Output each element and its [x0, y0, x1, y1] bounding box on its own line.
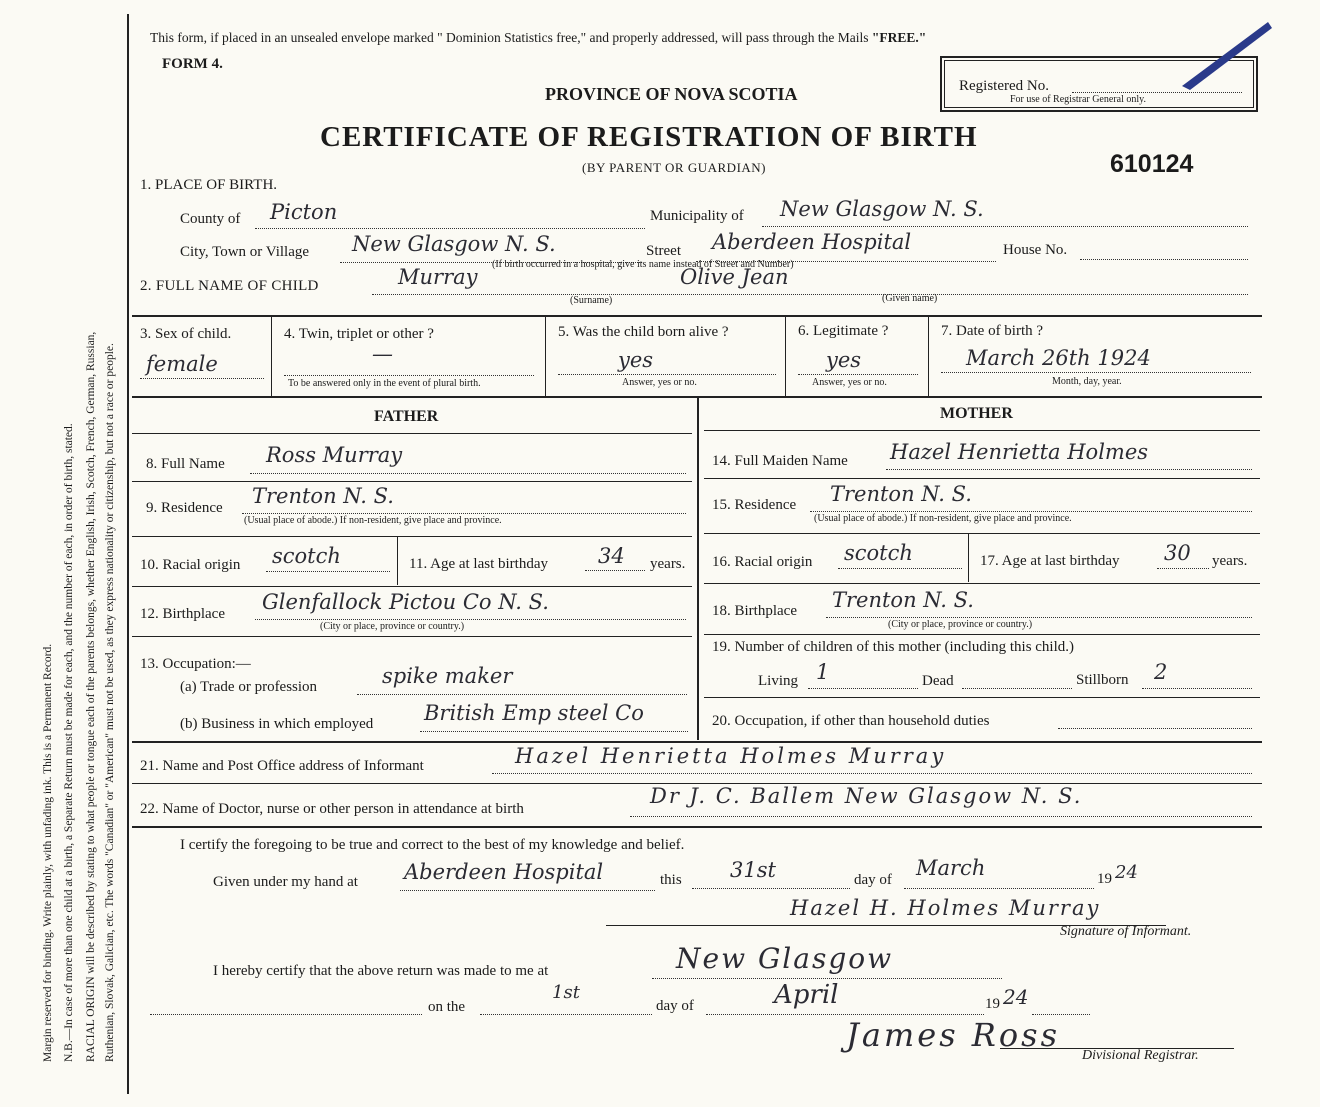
mother-residence-value: Trenton N. S.: [830, 482, 972, 506]
registrar-signature-label: Divisional Registrar.: [1082, 1048, 1199, 1063]
father-birthplace-value: Glenfallock Pictou Co N. S.: [262, 590, 549, 614]
child-surname: Murray: [398, 265, 478, 289]
date-of-birth-note: Month, day, year.: [1052, 376, 1122, 387]
house-number-label: House No.: [1003, 242, 1068, 258]
hospital-note: (If birth occurred in a hospital, give its name instead of Street and Number): [492, 259, 794, 270]
margin-note-binding: Margin reserved for binding. Write plainly, with unfading ink. This is a Permanent Record.: [42, 643, 54, 1062]
father-name-value: Ross Murray: [266, 443, 403, 467]
registrar-statement: I hereby certify that the above return was made to me at: [213, 963, 549, 979]
mail-notice: This form, if placed in an unsealed envelope marked " Dominion Statistics free," and properly addressed, will pass through the Mails "FREE.": [150, 30, 927, 45]
certify-year-prefix: 19: [1097, 871, 1112, 887]
margin-note-racial-origin: RACIAL ORIGIN will be described by stating to what people or tongue each of the parents belongs, whether English, Irish, Scotch, French, German, Russian,: [85, 331, 97, 1062]
this-label: this: [660, 872, 682, 888]
city-label: City, Town or Village: [180, 244, 310, 260]
county-value: Picton: [270, 200, 338, 224]
street-value: Aberdeen Hospital: [712, 230, 912, 254]
sex-value: female: [146, 352, 218, 376]
father-racial-value: scotch: [272, 544, 341, 568]
father-residence-note: (Usual place of abode.) If non-resident, give place and province.: [244, 515, 502, 526]
father-residence-label: 9. Residence: [146, 500, 223, 516]
mother-age-value: 30: [1164, 541, 1191, 565]
mother-birthplace-value: Trenton N. S.: [832, 588, 974, 612]
living-value: 1: [816, 660, 830, 684]
given-under-label: Given under my hand at: [213, 874, 358, 890]
trade-value: spike maker: [382, 664, 513, 688]
mother-residence-label: 15. Residence: [712, 497, 797, 513]
stillborn-label: Stillborn: [1076, 672, 1129, 688]
mother-residence-note: (Usual place of abode.) If non-resident, give place and province.: [814, 513, 1072, 524]
registrar-signature: James Ross: [846, 1016, 1060, 1054]
registrar-day-of-label: day of: [656, 998, 694, 1014]
business-value: British Emp steel Co: [424, 701, 644, 725]
twin-note: To be answered only in the event of plural birth.: [288, 378, 481, 389]
father-age-label: 11. Age at last birthday: [409, 556, 548, 572]
father-birthplace-label: 12. Birthplace: [140, 606, 225, 622]
place-of-birth-label: 1. PLACE OF BIRTH.: [140, 177, 278, 193]
certify-day-of-label: day of: [854, 872, 892, 888]
surname-note: (Surname): [570, 295, 613, 306]
mother-racial-value: scotch: [844, 541, 913, 565]
child-given-name: Olive Jean: [680, 265, 789, 289]
certificate-number: 610124: [1110, 150, 1194, 178]
margin-note-multiple-births: N.B.—In case of more than one child at a birth, a Separate Return must be made for each, and the number of each, in order of birth, stated.: [63, 423, 75, 1062]
province-heading: PROVINCE OF NOVA SCOTIA: [545, 84, 798, 104]
registered-number-note: For use of Registrar General only.: [1010, 94, 1146, 105]
twin-label: 4. Twin, triplet or other ?: [284, 326, 434, 342]
county-label: County of: [180, 211, 241, 227]
registrar-on-label: on the: [428, 999, 466, 1015]
father-residence-value: Trenton N. S.: [252, 484, 394, 508]
occupation-label: 13. Occupation:—: [140, 656, 251, 672]
registrar-month-value: April: [774, 980, 839, 1010]
doctor-value: Dr J. C. Ballem New Glasgow N. S.: [650, 784, 1083, 808]
father-racial-label: 10. Racial origin: [140, 557, 241, 573]
father-age-value: 34: [598, 544, 625, 568]
doctor-label: 22. Name of Doctor, nurse or other person in attendance at birth: [140, 801, 524, 817]
legitimate-note: Answer, yes or no.: [812, 377, 887, 388]
informant-signature-label: Signature of Informant.: [1060, 924, 1192, 939]
legitimate-label: 6. Legitimate ?: [798, 323, 889, 339]
mother-birthplace-label: 18. Birthplace: [712, 603, 797, 619]
stillborn-value: 2: [1154, 660, 1168, 684]
certify-day-value: 31st: [730, 858, 776, 882]
given-name-note: (Given name): [882, 293, 938, 304]
form-number: FORM 4.: [162, 56, 223, 72]
father-age-years: years.: [650, 556, 686, 572]
street-label: Street: [646, 243, 681, 259]
informant-value: Hazel Henrietta Holmes Murray: [515, 744, 947, 768]
informant-label: 21. Name and Post Office address of Informant: [140, 758, 424, 774]
margin-rule: [127, 14, 129, 1094]
registrar-year-prefix: 19: [985, 996, 1000, 1012]
date-of-birth-value: March 26th 1924: [966, 346, 1151, 370]
sex-label: 3. Sex of child.: [140, 326, 232, 342]
municipality-value: New Glasgow N. S.: [780, 197, 984, 221]
certify-year-value: 24: [1115, 862, 1138, 883]
certificate-title: CERTIFICATE OF REGISTRATION OF BIRTH: [320, 121, 978, 153]
certify-month-value: March: [916, 856, 986, 880]
father-heading: FATHER: [374, 408, 439, 425]
mother-name-value: Hazel Henrietta Holmes: [890, 440, 1149, 464]
certificate-subtitle: (BY PARENT OR GUARDIAN): [582, 160, 767, 175]
registrar-day-value: 1st: [552, 982, 580, 1003]
ink-mark: [1176, 16, 1276, 92]
municipality-label: Municipality of: [650, 208, 744, 224]
mother-birthplace-note: (City or place, province or country.): [888, 619, 1033, 630]
father-birthplace-note: (City or place, province or country.): [320, 621, 465, 632]
registrar-year-value: 24: [1003, 985, 1029, 1009]
mother-name-label: 14. Full Maiden Name: [712, 453, 848, 469]
mother-racial-label: 16. Racial origin: [712, 554, 813, 570]
trade-label: (a) Trade or profession: [180, 679, 318, 695]
given-place-value: Aberdeen Hospital: [404, 860, 604, 884]
twin-value: —: [372, 342, 393, 366]
child-name-label: 2. FULL NAME OF CHILD: [140, 278, 319, 294]
parents-divider: [697, 397, 699, 740]
mother-heading: MOTHER: [940, 405, 1013, 422]
registrar-place-value: New Glasgow: [676, 942, 894, 975]
born-alive-value: yes: [618, 348, 654, 372]
living-label: Living: [758, 673, 798, 689]
informant-signature: Hazel H. Holmes Murray: [790, 896, 1101, 920]
mother-occupation-label: 20. Occupation, if other than household duties: [712, 713, 990, 729]
mother-age-label: 17. Age at last birthday: [980, 553, 1120, 569]
margin-note-racial-origin-2: Ruthenian, Slovak, Galician, etc. The words "Canadian" or "American" must not be used, as they express nationality or citizenship, but not a race or people.: [104, 343, 116, 1062]
mother-age-years: years.: [1212, 553, 1248, 569]
born-alive-note: Answer, yes or no.: [622, 377, 697, 388]
legitimate-value: yes: [826, 348, 862, 372]
date-of-birth-label: 7. Date of birth ?: [941, 323, 1044, 339]
registered-number-label: Registered No.: [959, 78, 1049, 94]
father-name-label: 8. Full Name: [146, 456, 225, 472]
dead-label: Dead: [922, 673, 954, 689]
certify-statement: I certify the foregoing to be true and correct to the best of my knowledge and belief.: [180, 837, 685, 853]
children-count-label: 19. Number of children of this mother (including this child.): [712, 639, 1075, 655]
born-alive-label: 5. Was the child born alive ?: [558, 324, 729, 340]
city-value: New Glasgow N. S.: [352, 232, 556, 256]
business-label: (b) Business in which employed: [180, 716, 374, 732]
